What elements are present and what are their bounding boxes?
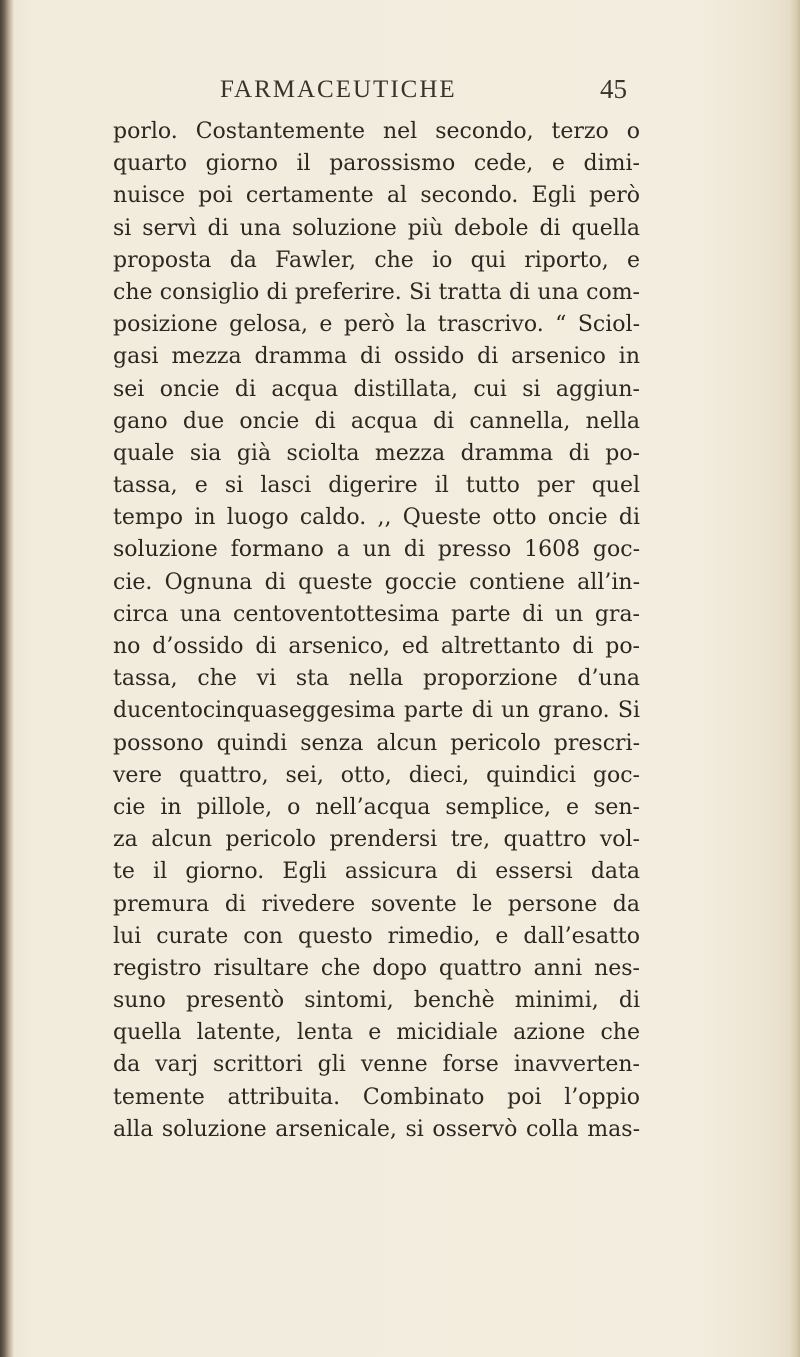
text-line: possono quindi senza alcun pericolo prescri-: [113, 730, 640, 756]
text-line: circa una centoventottesima parte di un gra-: [113, 601, 640, 627]
text-line: nuisce poi certamente al secondo. Egli però: [113, 183, 640, 209]
running-title: FARMACEUTICHE: [220, 76, 457, 103]
text-line: premura di rivedere sovente le persone da: [113, 891, 640, 917]
text-line: te il giorno. Egli assicura di essersi data: [113, 859, 640, 885]
page-header: [115, 72, 635, 112]
text-line: cie in pillole, o nell’acqua semplice, e sen-: [113, 794, 640, 820]
text-line: sei oncie di acqua distillata, cui si aggiun-: [113, 376, 640, 402]
text-line: porlo. Costantemente nel secondo, terzo o: [113, 119, 640, 144]
text-line: vere quattro, sei, otto, dieci, quindici goc-: [113, 762, 640, 788]
text-line: gano due oncie di acqua di cannella, nella: [113, 408, 640, 434]
text-line: no d’ossido di arsenico, ed altrettanto di po-: [113, 634, 640, 659]
text-line: soluzione formano a un di presso 1608 goc-: [113, 537, 640, 563]
text-line: posizione gelosa, e però la trascrivo. “ Sciol-: [113, 312, 640, 338]
text-line: cie. Ognuna di queste goccie contiene all’in-: [113, 569, 640, 595]
text-line: tassa, che vi sta nella proporzione d’una: [113, 666, 640, 692]
text-line: da varj scrittori gli venne forse inavverten-: [113, 1052, 640, 1078]
text-line: ducentocinquaseggesima parte di un grano. Si: [113, 698, 640, 724]
text-line: si servì di una soluzione più debole di quella: [113, 215, 640, 241]
page-number: 45: [600, 74, 627, 104]
text-line: quarto giorno il parossismo cede, e dimi-: [113, 151, 640, 177]
text-line: registro risultare che dopo quattro anni nes-: [113, 955, 640, 981]
text-line: quella latente, lenta e micidiale azione che: [113, 1020, 640, 1046]
text-line: za alcun pericolo prendersi tre, quattro vol-: [113, 827, 640, 853]
text-line: suno presentò sintomi, benchè minimi, di: [113, 988, 640, 1014]
text-line: tempo in luogo caldo. ,, Queste otto oncie di: [113, 505, 640, 531]
text-line: lui curate con questo rimedio, e dall’esatto: [113, 923, 640, 949]
text-line: temente attribuita. Combinato poi l’oppio: [113, 1084, 640, 1110]
body-text: [113, 116, 640, 1146]
page-outer-edge: [790, 0, 800, 1357]
text-line: proposta da Fawler, che io qui riporto, e: [113, 247, 640, 273]
text-line: che consiglio di preferire. Si tratta di una com-: [113, 279, 640, 305]
text-line: tassa, e si lasci digerire il tutto per quel: [113, 473, 640, 499]
text-line: gasi mezza dramma di ossido di arsenico in: [113, 344, 640, 370]
text-line: alla soluzione arsenicale, si osservò colla mas-: [113, 1116, 640, 1142]
text-line: quale sia già sciolta mezza dramma di po-: [113, 440, 640, 466]
page-binding-edge: [0, 0, 14, 1357]
